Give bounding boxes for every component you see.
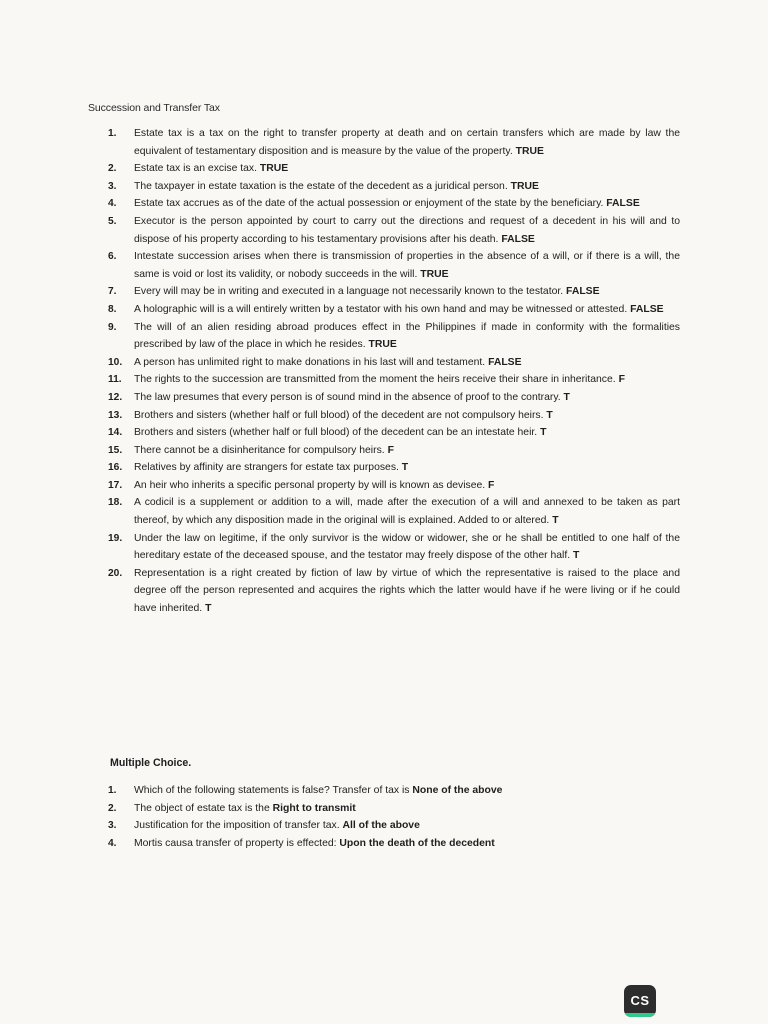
item-answer: F (387, 444, 394, 456)
list-item (108, 565, 680, 618)
item-text: Executor is the person appointed by court to carry out the directions and request of a decedent in his will and to dispose of his property according to his testamentary provisions after his death. (134, 215, 680, 245)
watermark-stripe (624, 1013, 656, 1017)
item-text: Under the law on legitime, if the only survivor is the widow or widower, she or he shall be entitled to one half of the hereditary estate of the deceased spouse, and the testator may freely dispose of the other half. (134, 532, 680, 562)
item-number: 11. (108, 374, 122, 386)
list-item (108, 494, 680, 529)
item-answer: TRUE (420, 268, 449, 280)
item-number: 1. (108, 785, 117, 796)
item-answer: F (618, 374, 625, 386)
item-answer: TRUE (510, 180, 539, 192)
item-answer: TRUE (259, 163, 289, 175)
item-number: 18. (108, 497, 123, 509)
list-item (108, 389, 680, 407)
item-number: 5. (108, 215, 117, 227)
item-number: 7. (108, 286, 117, 298)
watermark-label: CS (630, 992, 650, 1008)
list-item (108, 160, 680, 178)
item-answer: All of the above (342, 820, 420, 832)
item-text: The will of an alien residing abroad produces effect in the Philippines if made in conformity with the formalities prescribed by law of the place in which he resides. (134, 321, 680, 351)
true-false-list (108, 125, 680, 618)
item-number: 12. (108, 391, 123, 403)
item-text: Estate tax is a tax on the right to transfer property at death and on certain transfers which are made by law the equivalent of testamentary disposition and is measure by the value of the property. (134, 128, 680, 157)
item-text: Intestate succession arises when there is transmission of properties in the absence of a will, or if there is a will, the same is void or lost its validity, or nobody succeeds in the will. (134, 251, 680, 280)
item-text: There cannot be a disinheritance for compulsory heirs. (134, 444, 385, 456)
list-item (108, 125, 680, 160)
item-answer: T (563, 391, 570, 403)
item-answer: T (205, 603, 212, 615)
item-text: Brothers and sisters (whether half or full blood) of the decedent can be an intestate heir. (134, 427, 538, 439)
item-answer: T (401, 462, 409, 474)
item-answer: FALSE (630, 303, 664, 315)
multiple-choice-list (108, 782, 680, 852)
list-item (108, 782, 680, 800)
item-number: 6. (108, 251, 117, 263)
item-text: An heir who inherits a specific personal property by will is known as devisee. (134, 479, 486, 491)
item-number: 2. (108, 802, 117, 814)
item-answer: None of the above (412, 785, 503, 796)
list-item (108, 301, 680, 319)
item-answer: T (540, 427, 547, 439)
item-text: Estate tax accrues as of the date of the actual possession or enjoyment of the state by the beneficiary. (134, 198, 604, 210)
item-text: Relatives by affinity are strangers for estate tax purposes. (134, 462, 399, 474)
item-answer: T (552, 515, 559, 527)
list-item (108, 248, 680, 283)
list-item (108, 319, 680, 354)
item-number: 13. (108, 409, 123, 421)
item-text: The law presumes that every person is of sound mind in the absence of proof to the contrary. (134, 391, 561, 403)
list-item (108, 371, 680, 389)
list-item (108, 800, 680, 818)
item-number: 3. (108, 820, 117, 832)
item-number: 17. (108, 479, 123, 491)
list-item (108, 283, 680, 301)
document-title: Succession and Transfer Tax (88, 102, 220, 114)
item-number: 1. (108, 128, 117, 139)
item-answer: FALSE (488, 356, 522, 368)
item-number: 8. (108, 303, 117, 315)
item-answer: TRUE (368, 339, 397, 351)
list-item (108, 195, 680, 213)
item-answer: Right to transmit (272, 802, 356, 814)
item-number: 14. (108, 427, 123, 439)
item-text: A holographic will is a will entirely written by a testator with his own hand and may be witnessed or attested. (134, 303, 628, 315)
list-item (108, 354, 680, 372)
item-number: 19. (108, 532, 123, 544)
item-answer: FALSE (606, 198, 640, 210)
list-item (108, 835, 680, 853)
item-text: A codicil is a supplement or addition to a will, made after the execution of a will and annexed to be taken as part thereof, by which any disposition made in the original will is explained. Added to or altered. (134, 497, 680, 527)
list-item (108, 178, 680, 196)
item-text: Every will may be in writing and executed in a language not necessarily known to the testator. (134, 286, 564, 298)
item-text: The object of estate tax is the (134, 802, 270, 814)
item-number: 2. (108, 163, 117, 175)
camscanner-logo-icon (624, 985, 656, 1017)
item-number: 15. (108, 444, 123, 456)
item-answer: F (488, 479, 495, 491)
item-text: Justification for the imposition of transfer tax. (134, 820, 340, 832)
item-answer: T (546, 409, 553, 421)
item-number: 4. (108, 198, 117, 210)
list-item (108, 477, 680, 495)
list-item (108, 817, 680, 835)
item-number: 20. (108, 567, 123, 579)
item-number: 16. (108, 462, 123, 474)
item-text: Mortis causa transfer of property is effected: (134, 837, 337, 849)
multiple-choice-heading: Multiple Choice. (110, 757, 192, 769)
item-text: Brothers and sisters (whether half or full blood) of the decedent are not compulsory heirs. (134, 409, 544, 421)
list-item (108, 530, 680, 565)
item-number: 4. (108, 837, 117, 849)
item-number: 10. (108, 356, 123, 368)
item-text: A person has unlimited right to make donations in his last will and testament. (134, 356, 486, 368)
item-number: 3. (108, 180, 117, 192)
item-text: The taxpayer in estate taxation is the estate of the decedent as a juridical person. (134, 180, 508, 192)
item-answer: FALSE (501, 233, 535, 245)
item-text: Which of the following statements is false? Transfer of tax is (134, 785, 410, 796)
item-text: Estate tax is an excise tax. (134, 163, 258, 175)
item-text: Representation is a right created by fiction of law by virtue of which the representative is raised to the place and degree off the person represented and acquires the rights which the latter would have if he were living or if he could have inherited. (134, 567, 680, 615)
item-answer: FALSE (566, 286, 600, 298)
item-number: 9. (108, 321, 117, 333)
item-answer: T (573, 550, 580, 562)
list-item (108, 442, 680, 460)
item-answer: TRUE (515, 145, 544, 157)
list-item (108, 407, 680, 425)
list-item (108, 459, 680, 477)
item-answer: Upon the death of the decedent (339, 837, 495, 849)
item-text: The rights to the succession are transmitted from the moment the heirs receive their share in inheritance. (134, 374, 616, 386)
list-item (108, 213, 680, 248)
list-item (108, 424, 680, 442)
